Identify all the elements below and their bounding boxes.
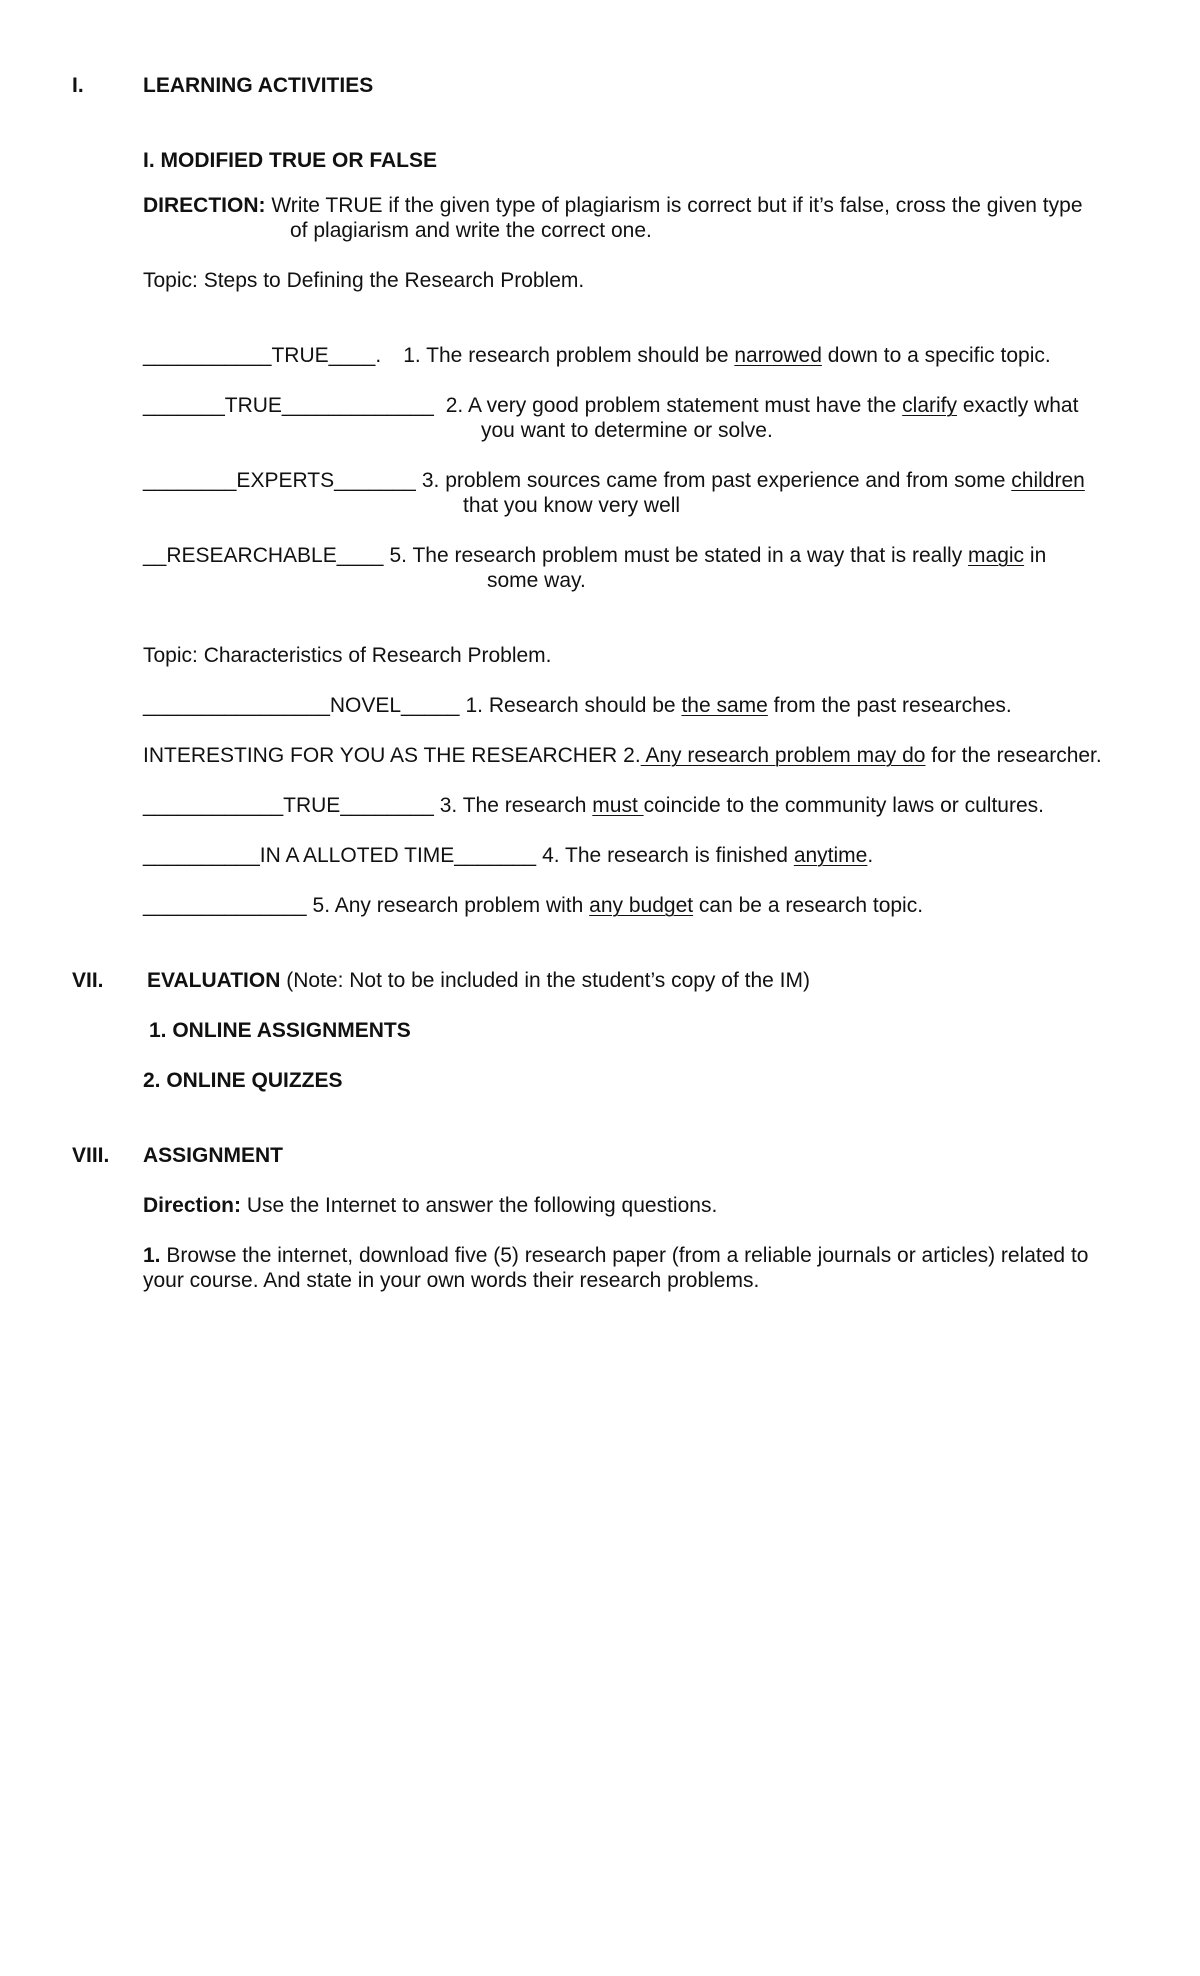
question-row (143, 468, 1085, 493)
question-text: 3. The research (439, 794, 593, 817)
question-text-end: in (1024, 544, 1047, 567)
answer-blank: ______________ (143, 894, 307, 917)
underlined-term: Any research problem may do (640, 744, 926, 767)
assignment-direction-label: Direction: (143, 1194, 242, 1217)
answer-blank: ____________TRUE________ (143, 794, 434, 817)
underlined-term: children (1011, 469, 1085, 492)
section-number-i: I. (72, 74, 84, 97)
question-text: 3. problem sources came from past experience and from some (421, 469, 1012, 492)
question-row (143, 843, 873, 868)
question-text-end: for the researcher. (925, 744, 1102, 767)
direction-line-2: of plagiarism and write the correct one. (290, 219, 652, 242)
topic-1-title: Topic: Steps to Defining the Research Problem. (143, 269, 585, 292)
question-text-end: . (867, 844, 874, 867)
question-row (143, 543, 1046, 568)
question-continuation: you want to determine or solve. (481, 419, 773, 442)
question-text: 5. Any research problem with (312, 894, 590, 917)
evaluation-heading (147, 968, 810, 993)
question-text: 1. The research problem should be (403, 344, 735, 367)
answer-blank: INTERESTING FOR YOU AS THE RESEARCHER (143, 744, 618, 767)
question-text: 4. The research is finished (542, 844, 794, 867)
underlined-term: any budget (589, 894, 694, 917)
answer-blank: ___________TRUE____. (143, 344, 382, 367)
evaluation-item-2: 2. ONLINE QUIZZES (143, 1069, 343, 1092)
answer-blank: __RESEARCHABLE____ (143, 544, 384, 567)
evaluation-item-1: 1. ONLINE ASSIGNMENTS (149, 1019, 411, 1042)
assignment-question-line-1 (143, 1243, 1088, 1268)
question-text: 2. A very good problem statement must have the (445, 394, 903, 417)
section-number-viii: VIII. (72, 1144, 110, 1167)
answer-blank: ________EXPERTS_______ (143, 469, 416, 492)
activity-title: I. MODIFIED TRUE OR FALSE (143, 149, 438, 172)
direction-text: Write TRUE if the given type of plagiarism is correct but if it’s false, cross the given type (265, 194, 1083, 217)
answer-blank: _______TRUE_____________ (143, 394, 434, 417)
underlined-term: must (592, 794, 644, 817)
direction-label: DIRECTION: (143, 194, 266, 217)
question-text: 2. (623, 744, 641, 767)
underlined-term: clarify (902, 394, 958, 417)
question-row (143, 393, 1078, 418)
underlined-term: narrowed (734, 344, 822, 367)
question-row (143, 343, 1051, 368)
direction-line-1 (143, 193, 1083, 218)
section-title-assignment: ASSIGNMENT (143, 1144, 284, 1167)
assignment-question-number: 1. (143, 1244, 161, 1267)
section-title-evaluation: EVALUATION (147, 969, 281, 992)
underlined-term: anytime (793, 844, 868, 867)
question-row (143, 793, 1044, 818)
topic-2-title: Topic: Characteristics of Research Problem. (143, 644, 552, 667)
question-row (143, 743, 1102, 768)
question-text-end: from the past researches. (767, 694, 1012, 717)
question-text-end: can be a research topic. (693, 894, 924, 917)
evaluation-note: (Note: Not to be included in the student’s copy of the IM) (280, 969, 810, 992)
section-title-learning-activities: LEARNING ACTIVITIES (143, 74, 374, 97)
question-row (143, 693, 1012, 718)
question-text-end: coincide to the community laws or cultures. (643, 794, 1044, 817)
answer-blank: __________IN A ALLOTED TIME_______ (143, 844, 537, 867)
question-text-end: down to a specific topic. (821, 344, 1051, 367)
question-continuation: some way. (487, 569, 586, 592)
section-number-vii: VII. (72, 969, 104, 992)
assignment-question-line-2: your course. And state in your own words their research problems. (143, 1269, 760, 1292)
question-text: 5. The research problem must be stated in a way that is really (389, 544, 969, 567)
answer-blank: ________________NOVEL_____ (143, 694, 460, 717)
assignment-question-text: Browse the internet, download five (5) research paper (from a reliable journals or articles) related to (160, 1244, 1089, 1267)
underlined-term: the same (681, 694, 768, 717)
underlined-term: magic (968, 544, 1025, 567)
question-text-end: exactly what (957, 394, 1079, 417)
question-continuation: that you know very well (463, 494, 681, 517)
assignment-direction (143, 1193, 717, 1218)
assignment-direction-text: Use the Internet to answer the following questions. (241, 1194, 718, 1217)
question-text: 1. Research should be (465, 694, 682, 717)
question-row (143, 893, 923, 918)
